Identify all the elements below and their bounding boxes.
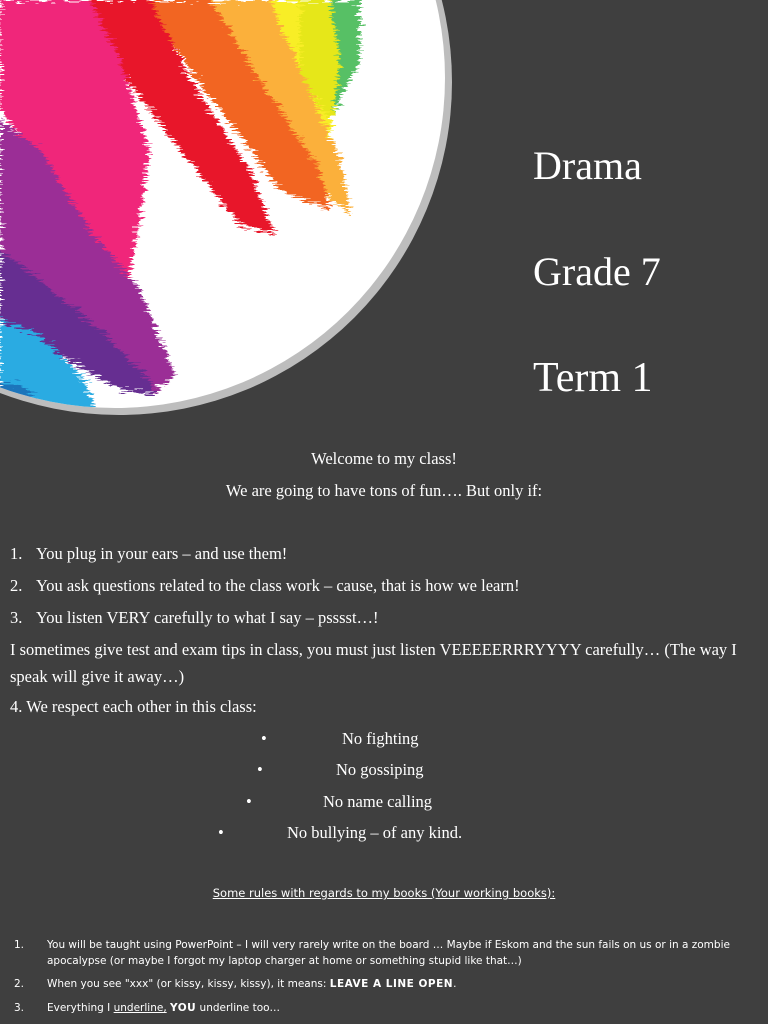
class-rule-item <box>10 544 287 564</box>
respect-item: No fighting <box>342 729 419 748</box>
subject-title: Drama <box>533 143 642 188</box>
respect-item: No name calling <box>323 792 433 811</box>
tips-paragraph: I sometimes give test and exam tips in class, you must just listen VEEEEERRRYYYY carefully… (The way I speak will give it away…) <box>10 640 737 686</box>
underline-word: underline, <box>113 1002 167 1014</box>
respect-item: No bullying – of any kind. <box>287 823 463 842</box>
rule-number: 3. <box>10 608 23 627</box>
grade-title: Grade 7 <box>533 249 661 294</box>
rule-number: 1. <box>10 544 23 563</box>
book-rule-number: 1. <box>14 939 25 951</box>
book-rule-number: 2. <box>14 978 25 990</box>
book-rule-text: Everything I <box>47 1002 114 1014</box>
bullet-glyph: • <box>246 792 252 811</box>
book-rule-text: You will be taught using PowerPoint – I will very rarely write on the board … Maybe if Eskom and the sun fails on us or in a zombie apocalypse (or maybe I forgot my laptop charger at home or something stupid like that…) <box>47 939 730 967</box>
rule-number: 2. <box>10 576 23 595</box>
rule-text: You ask questions related to the class work – cause, that is how we learn! <box>36 576 520 595</box>
rule-text: You plug in your ears – and use them! <box>36 544 288 563</box>
book-rule-item <box>14 976 734 992</box>
books-rules-heading: Some rules with regards to my books (Your working books): <box>212 886 556 900</box>
term-title: Term 1 <box>533 355 653 401</box>
bullet-glyph: • <box>257 760 263 779</box>
book-rule-text-end: . <box>453 978 457 990</box>
book-rule-text-end: underline too… <box>196 1002 281 1014</box>
rainbow-paint-splash-image <box>0 0 460 432</box>
leave-line-open-text: LEAVE A LINE OPEN <box>329 978 454 990</box>
book-rule-number: 3. <box>14 1002 25 1014</box>
you-emphasis-text: YOU <box>170 1002 197 1014</box>
rule-text: You listen VERY carefully to what I say – psssst…! <box>36 608 379 627</box>
book-rule-text: When you see "xxx" (or kissy, kissy, kissy), it means: <box>47 978 330 990</box>
bullet-glyph: • <box>261 729 267 748</box>
welcome-text: Welcome to my class! <box>311 449 457 468</box>
book-rule-item <box>14 1000 734 1016</box>
respect-item: No gossiping <box>336 760 424 779</box>
class-rule-item <box>10 576 520 596</box>
book-rule-item <box>14 937 734 971</box>
class-rule-item <box>10 608 379 628</box>
bullet-glyph: • <box>218 823 224 842</box>
respect-heading: 4. We respect each other in this class: <box>10 697 257 716</box>
fun-conditions-text: We are going to have tons of fun…. But only if: <box>225 481 543 500</box>
